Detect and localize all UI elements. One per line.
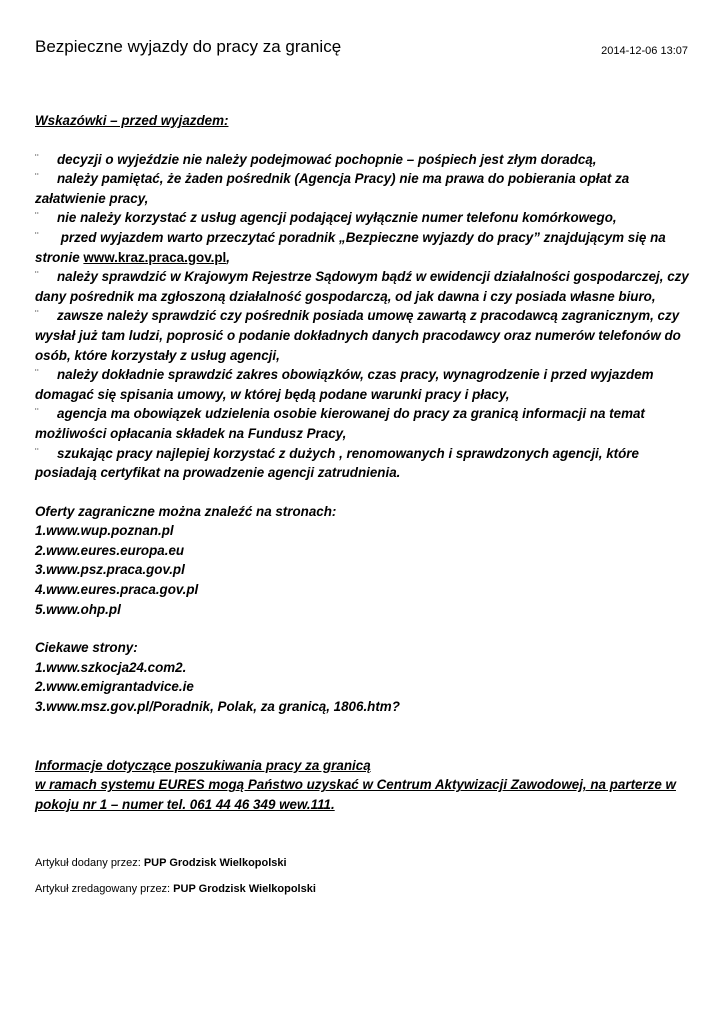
tips-list xyxy=(35,150,695,483)
list-item xyxy=(35,228,695,267)
article-body xyxy=(35,111,695,814)
tip-text: decyzji o wyjeździe nie należy podejmować pochopnie – pośpiech jest złym doradcą, xyxy=(57,151,597,167)
bullet-icon: ¨ xyxy=(35,211,39,224)
kraz-link[interactable]: www.kraz.praca.gov.pl xyxy=(83,249,227,265)
link-suffix: , xyxy=(226,249,231,265)
interesting-link[interactable]: 3.www.msz.gov.pl/Poradnik, Polak, za granicą, 1806.htm? xyxy=(35,699,400,715)
interesting-link[interactable]: 2.www.emigrantadvice.ie xyxy=(35,679,194,695)
added-by-value: PUP Grodzisk Wielkopolski xyxy=(143,857,287,869)
added-by-label: Artykuł dodany przez: xyxy=(35,857,144,869)
interesting-section xyxy=(35,638,695,716)
bullet-icon: ¨ xyxy=(35,172,39,185)
offer-link[interactable]: 2.www.eures.europa.eu xyxy=(35,542,185,558)
offers-heading: Oferty zagraniczne można znaleźć na stronach: xyxy=(35,503,337,519)
offer-link[interactable]: 3.www.psz.praca.gov.pl xyxy=(35,562,185,578)
list-item xyxy=(35,150,695,170)
list-item xyxy=(35,169,695,208)
tip-text: należy dokładnie sprawdzić zakres obowiązków, czas pracy, wynagrodzenie i przed wyjazdem domagać się spisania umowy, w której będą podane warunki pracy i płacy, xyxy=(35,367,654,402)
bullet-icon: ¨ xyxy=(35,368,39,381)
bullet-icon: ¨ xyxy=(35,230,39,243)
added-by-line xyxy=(35,857,287,869)
bullet-icon: ¨ xyxy=(35,152,39,165)
eures-info-line2: w ramach systemu EURES mogą Państwo uzyskać w Centrum Aktywizacji Zawodowej, na parterze w pokoju nr 1 – numer tel. 061 44 46 349 wew.111. xyxy=(35,777,676,812)
tip-text: należy pamiętać, że żaden pośrednik (Agencja Pracy) nie ma prawa do pobierania opłat za załatwienie pracy, xyxy=(35,171,630,206)
eures-info xyxy=(35,756,695,815)
tip-text: nie należy korzystać z usług agencji podającej wyłącznie numer telefonu komórkowego, xyxy=(57,210,617,226)
tips-heading: Wskazówki – przed wyjazdem: xyxy=(35,113,229,128)
list-item xyxy=(35,365,695,404)
edited-by-value: PUP Grodzisk Wielkopolski xyxy=(173,883,316,895)
tip-text: przed wyjazdem warto przeczytać poradnik „Bezpieczne wyjazdy do pracy” znajdującym się na stronie xyxy=(35,229,666,265)
list-item xyxy=(35,267,695,306)
bullet-icon: ¨ xyxy=(35,446,39,459)
page-date: 2014-12-06 13:07 xyxy=(601,45,688,57)
interesting-link[interactable]: 1.www.szkocja24.com2. xyxy=(35,659,187,675)
interesting-heading: Ciekawe strony: xyxy=(35,640,138,656)
tip-text: agencja ma obowiązek udzielenia osobie kierowanej do pracy za granicą informacji na temat możliwości opłacania składek na Fundusz Pracy, xyxy=(35,406,645,441)
bullet-icon: ¨ xyxy=(35,309,39,322)
offers-section xyxy=(35,502,695,620)
eures-info-line1: Informacje dotyczące poszukiwania pracy za granicą xyxy=(35,757,371,773)
bullet-icon: ¨ xyxy=(35,407,39,420)
list-item xyxy=(35,404,695,443)
offer-link[interactable]: 4.www.eures.praca.gov.pl xyxy=(35,582,199,598)
edited-by-label: Artykuł zredagowany przez: xyxy=(35,883,174,895)
list-item xyxy=(35,208,695,228)
offer-link[interactable]: 1.www.wup.poznan.pl xyxy=(35,523,174,539)
edited-by-line xyxy=(35,883,316,895)
offer-link[interactable]: 5.www.ohp.pl xyxy=(35,601,121,617)
tip-text: szukając pracy najlepiej korzystać z dużych , renomowanych i sprawdzonych agencji, które posiadają certyfikat na prowadzenie agencji zatrudnienia. xyxy=(35,445,639,481)
tip-text: zawsze należy sprawdzić czy pośrednik posiada umowę zawartą z pracodawcą zagranicznym, czy wysłał już tam ludzi, poprosić o podanie dokładnych danych pracodawcy oraz numerów telefonów do osób, które korzystały z usług agencji, xyxy=(35,308,681,363)
tip-text: należy sprawdzić w Krajowym Rejestrze Sądowym bądź w ewidencji działalności gospodarczej, czy dany pośrednik ma zgłoszoną działalność gospodarczą, od jak dawna i czy posiada własne biuro, xyxy=(35,269,689,304)
list-item xyxy=(35,444,695,483)
list-item xyxy=(35,306,695,365)
page-title: Bezpieczne wyjazdy do pracy za granicę xyxy=(35,37,342,56)
bullet-icon: ¨ xyxy=(35,270,39,283)
